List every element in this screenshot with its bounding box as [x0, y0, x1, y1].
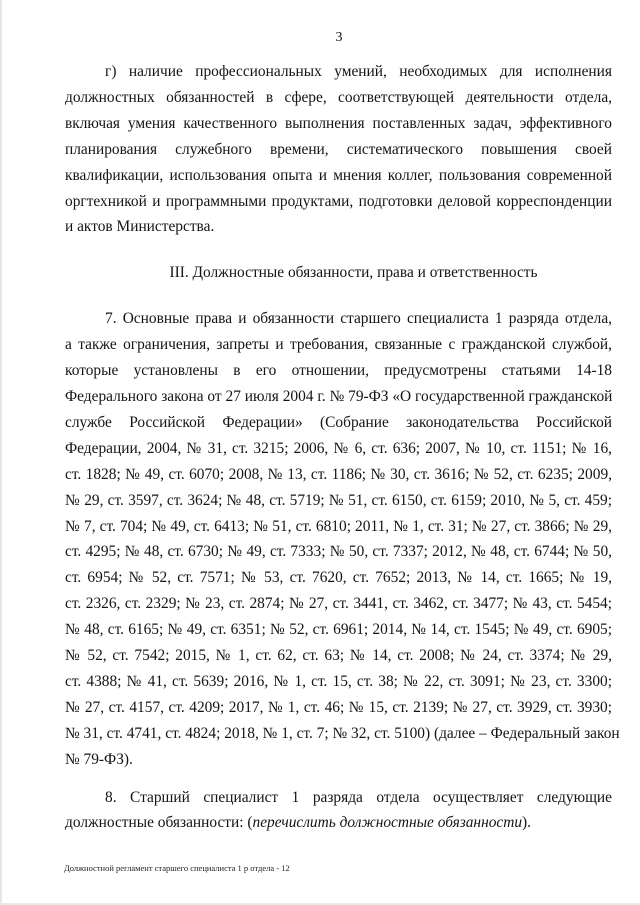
text-line: Федерации, 2004, № 31, ст. 3215; 2006, № 6, ст. 636; 2007, № 10, ст. 1151; № 16, — [65, 439, 612, 457]
text-line: 8. Старший специалист 1 разряда отдела осуществляет следующие — [105, 788, 612, 806]
page-number: 3 — [335, 30, 343, 45]
text-line: ст. 4295; № 48, ст. 6730; № 49, ст. 7333; № 50, ст. 7337; 2012, № 48, ст. 6744; № 50, — [65, 543, 612, 561]
text-line: оргтехникой и программными продуктами, подготовки деловой корреспонденции — [65, 192, 612, 210]
text-line: ст. 4388; № 41, ст. 5639; 2016, № 1, ст. 15, ст. 38; № 22, ст. 3091; № 23, ст. 3300; — [65, 672, 612, 690]
text-fragment: должностные обязанности: ( — [65, 814, 253, 832]
text-line: а также ограничения, запреты и требования, связанные с гражданской службой, — [65, 336, 612, 354]
text-line: которые установлены в его отношении, предусмотрены статьями 14-18 — [65, 362, 612, 380]
text-line: должностных обязанностей в сфере, соответствующей деятельности отдела, — [65, 88, 612, 106]
text-line: № 48, ст. 6165; № 49, ст. 6351; № 52, ст. 6961; 2014, № 14, ст. 1545; № 49, ст. 6905; — [65, 621, 612, 639]
paragraph-item-g — [65, 59, 612, 240]
text-line: ст. 6954; № 52, ст. 7571; № 53, ст. 7620, ст. 7652; 2013, № 14, ст. 1665; № 19, — [65, 569, 612, 587]
text-line: № 27, ст. 4157, ст. 4209; 2017, № 1, ст. 46; № 15, ст. 2139; № 27, ст. 3929, ст. 3930; — [65, 698, 612, 716]
section-heading: III. Должностные обязанности, права и ответственность — [169, 264, 538, 282]
scan-edge — [0, 0, 2, 905]
text-line: № 7, ст. 704; № 49, ст. 6413; № 51, ст. 6810; 2011, № 1, ст. 31; № 27, ст. 3866; № 29, — [65, 517, 612, 535]
italic-placeholder-text: перечислить должностные обязанности — [252, 814, 523, 832]
text-fragment: ). — [522, 814, 532, 832]
document-body — [65, 59, 620, 836]
page-footer: Должностной регламент старшего специалиста 1 р отдела - 12 — [64, 863, 290, 873]
text-line: ст. 1828; № 49, ст. 6070; 2008, № 13, ст. 1186; № 30, ст. 3616; № 52, ст. 6235; 2009, — [65, 465, 612, 483]
text-line: квалификации, использования опыта и мнения коллег, пользования современной — [65, 166, 612, 184]
paragraph-item-7 — [65, 306, 620, 772]
text-line: № 29, ст. 3597, ст. 3624; № 48, ст. 5719; № 51, ст. 6150, ст. 6159; 2010, № 5, ст. 459; — [65, 491, 612, 509]
text-line: № 31, ст. 4741, ст. 4824; 2018, № 1, ст. 7; № 32, ст. 5100) (далее – Федеральный закон — [65, 724, 620, 742]
text-line — [65, 810, 612, 836]
paragraph-item-8 — [65, 785, 612, 837]
text-line: включая умения качественного выполнения поставленных задач, эффективного — [65, 114, 612, 132]
text-line: службе Российской Федерации» (Собрание законодательства Российской — [65, 413, 612, 431]
text-line: № 79-ФЗ). — [65, 750, 133, 768]
text-line: 7. Основные права и обязанности старшего специалиста 1 разряда отдела, — [105, 310, 612, 328]
text-line: г) наличие профессиональных умений, необходимых для исполнения — [105, 63, 612, 80]
text-line: Федерального закона от 27 июля 2004 г. № 79-ФЗ «О государственной гражданской — [65, 387, 613, 405]
text-line: планирования служебного времени, систематического повышения своей — [65, 140, 612, 158]
text-line: и актов Министерства. — [65, 218, 215, 236]
text-line: ст. 2326, ст. 2329; № 23, ст. 2874; № 27, ст. 3441, ст. 3462, ст. 3477; № 43, ст. 5454; — [65, 595, 612, 613]
text-line: № 52, ст. 7542; 2015, № 1, ст. 62, ст. 63; № 14, ст. 2008; № 24, ст. 3374; № 29, — [65, 647, 612, 665]
